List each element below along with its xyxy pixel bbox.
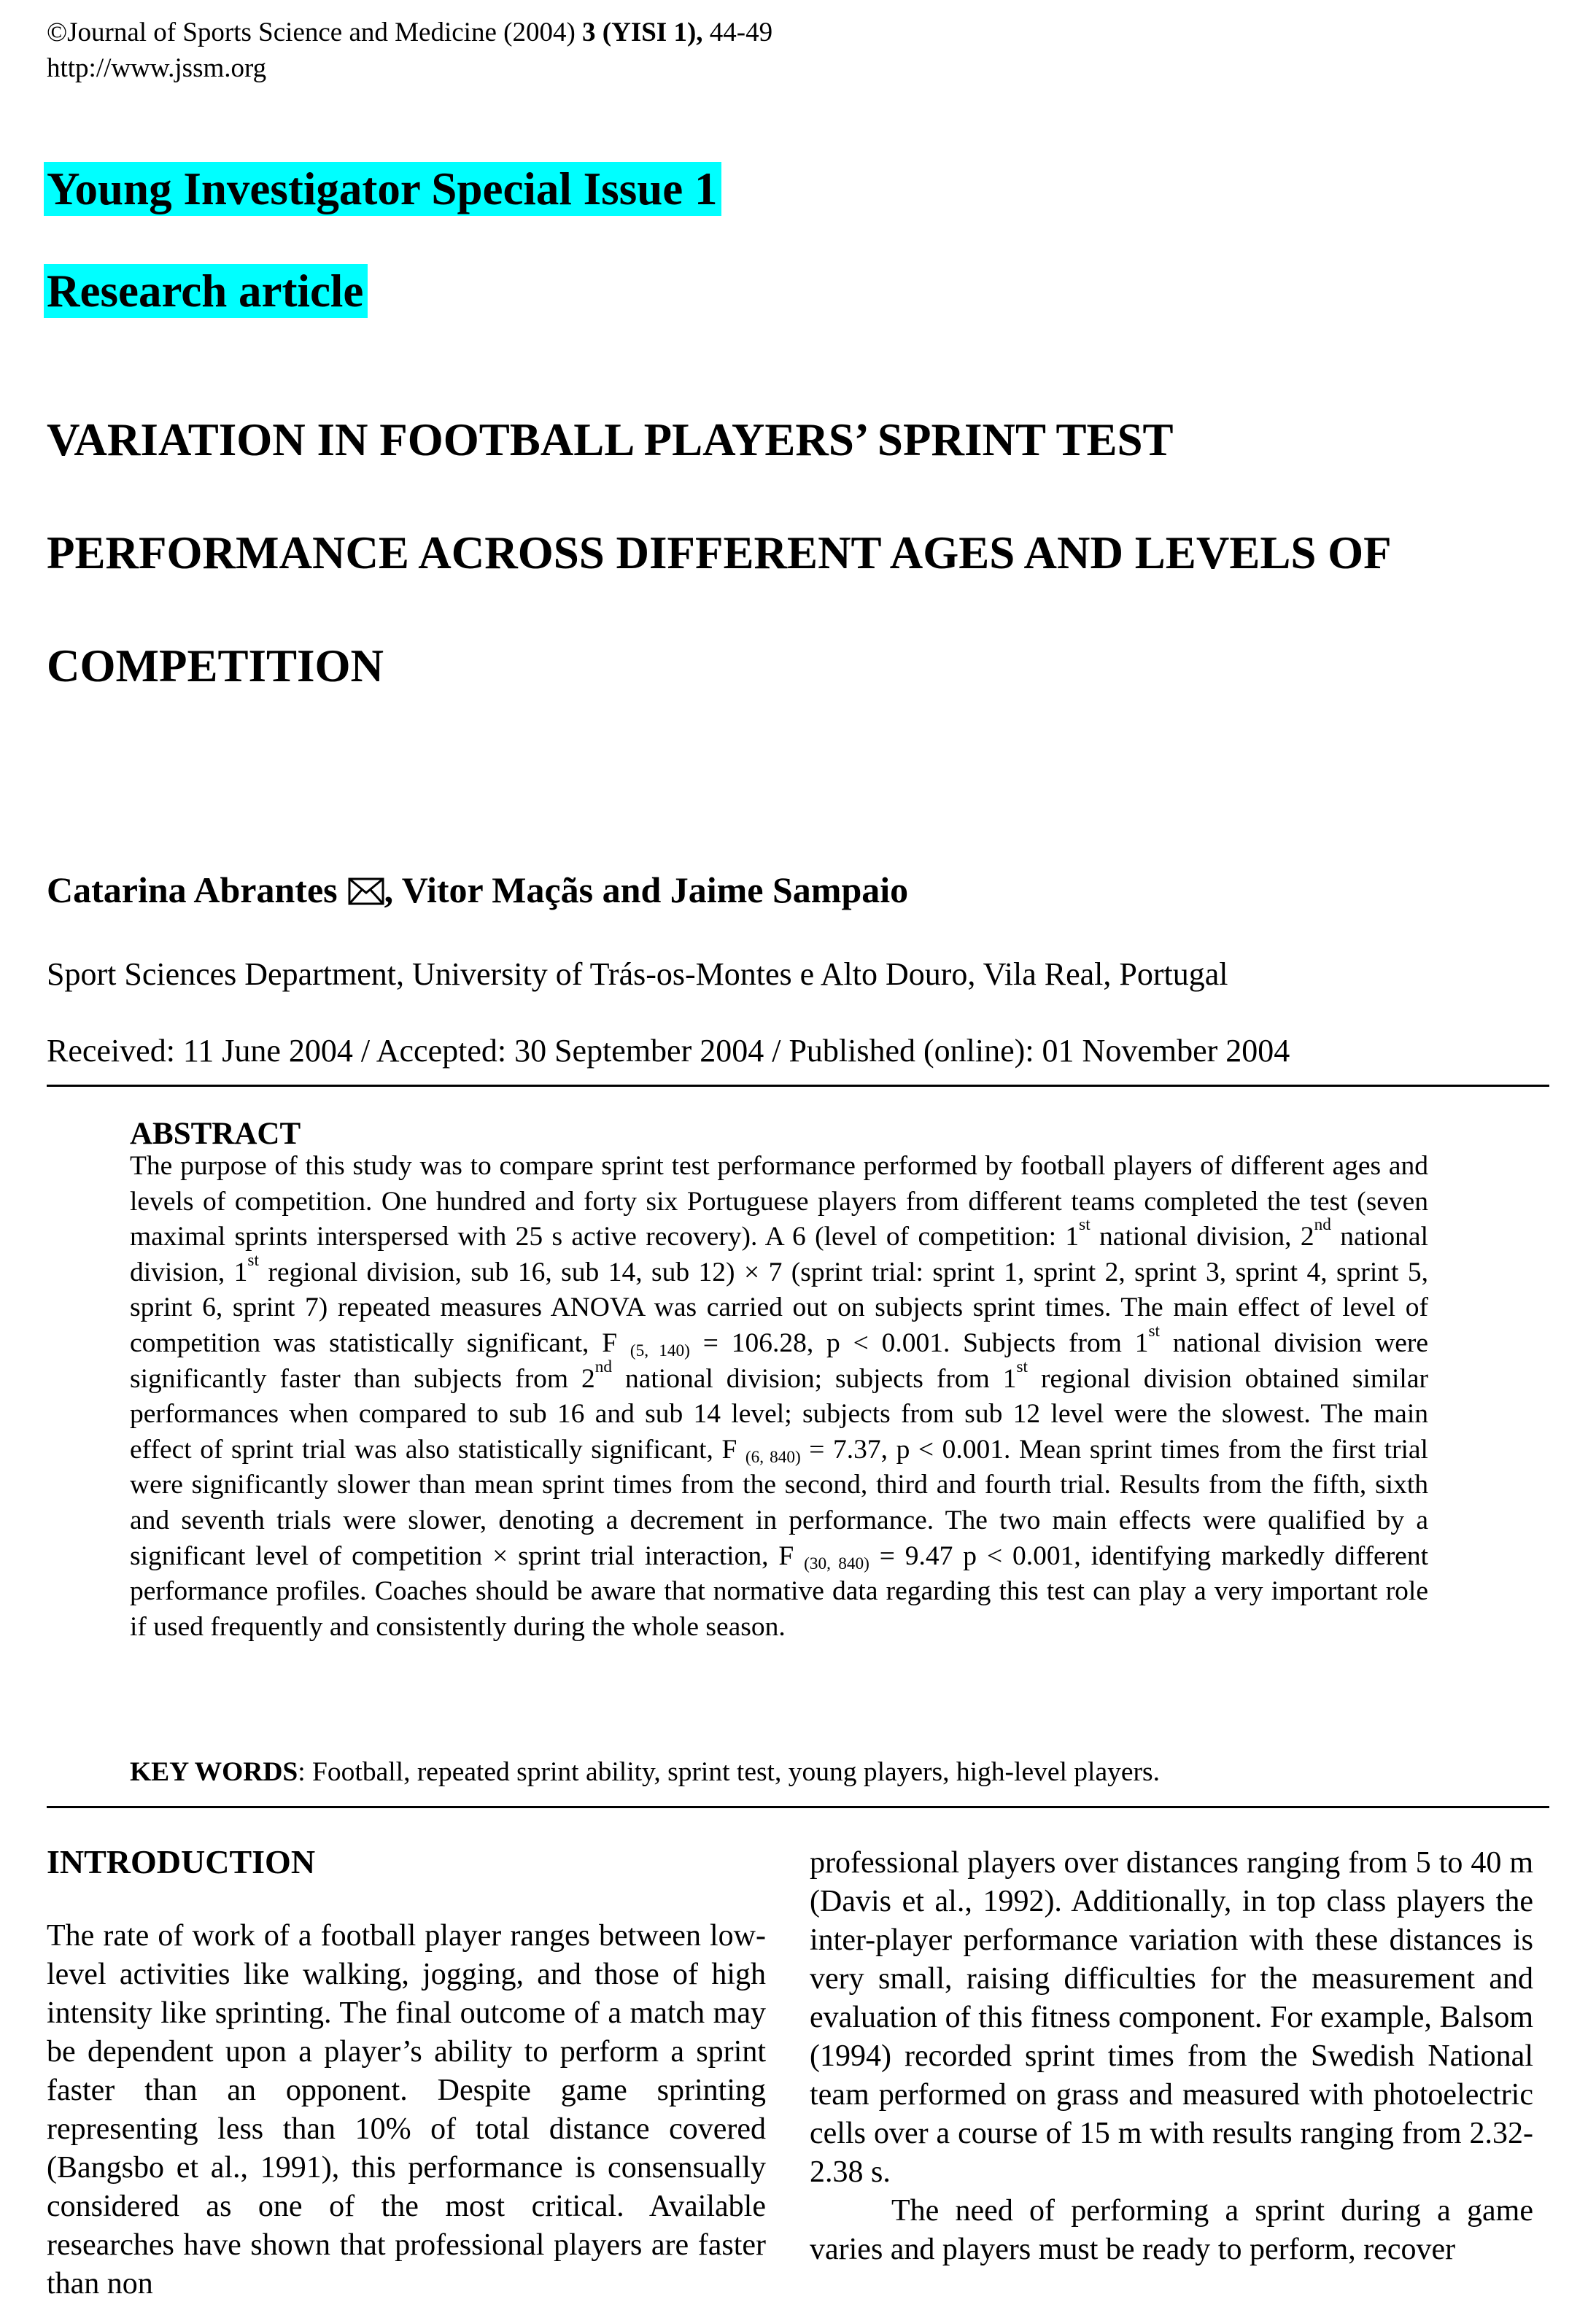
intro-right-column <box>810 1844 1533 2269</box>
article-type-badge: Research article <box>44 264 368 318</box>
journal-citation <box>47 15 772 86</box>
journal-pages: 44-49 <box>702 18 773 47</box>
other-authors: , Vitor Maçãs and Jaime Sampaio <box>384 869 909 910</box>
journal-volume: 3 (YISI 1), <box>582 18 703 47</box>
intro-right-paragraph-1: professional players over distances ranging from 5 to 40 m (Davis et al., 1992). Additionally, in top class players the inter-player performance variation with these distances is very small, raising difficulties for the measurement and evaluation of this fitness component. For example, Balsom (1994) recorded sprint times from the Swedish National team performed on grass and measured with photoelectric cells over a course of 15 m with results ranging from 2.32-2.38 s. <box>810 1846 1533 2189</box>
intro-left-column: The rate of work of a football player ranges between low-level activities like walking, jogging, and those of high intensity like sprinting. The final outcome of a match may be dependent upon a player’s ability to perform a sprint faster than an opponent. Despite game sprinting representing less than 10% of total distance covered (Bangsbo et al., 1991), this performance is consensually considered as one of the most critical. Available researches have shown that professional players are faster than non <box>47 1919 766 2301</box>
envelope-icon[interactable] <box>348 871 384 915</box>
title-line-1: VARIATION IN FOOTBALL PLAYERS’ SPRINT TEST <box>47 414 1174 465</box>
intro-right-paragraph-2: The need of performing a sprint during a game varies and players must be ready to perform, recover <box>810 2194 1533 2266</box>
keywords <box>130 1754 1160 1791</box>
title-line-3: COMPETITION <box>47 640 384 691</box>
title-line-2: PERFORMANCE ACROSS DIFFERENT AGES AND LEVELS OF <box>47 527 1392 578</box>
abstract-heading: ABSTRACT <box>130 1117 301 1151</box>
affiliation: Sport Sciences Department, University of Trás-os-Montes e Alto Douro, Vila Real, Portugal <box>47 956 1228 992</box>
top-divider <box>47 1085 1549 1087</box>
keywords-label: KEY WORDS <box>130 1757 298 1787</box>
introduction-heading: INTRODUCTION <box>47 1843 316 1880</box>
journal-url[interactable]: http://www.jssm.org <box>47 53 267 83</box>
keywords-text: : Football, repeated sprint ability, sprint test, young players, high-level players. <box>298 1757 1160 1787</box>
first-author: Catarina Abrantes <box>47 869 338 910</box>
authors <box>47 868 908 915</box>
journal-prefix: ©Journal of Sports Science and Medicine (2004) <box>47 18 583 47</box>
dates-line: Received: 11 June 2004 / Accepted: 30 September 2004 / Published (online): 01 November 2004 <box>47 1033 1290 1069</box>
abstract-body: The purpose of this study was to compare sprint test performance performed by football players of different ages and levels of competition. One hundred and forty six Portuguese players from different teams completed the test (seven maximal sprints interspersed with 25 s active recovery). A 6 (level of competition: 1st national division, 2nd national division, 1st regional division, sub 16, sub 14, sub 12) × 7 (sprint trial: sprint 1, sprint 2, sprint 3, sprint 4, sprint 5, sprint 6, sprint 7) repeated measures ANOVA was carried out on subjects sprint times. The main effect of level of competition was statistically significant, F $_{(5, 140)}$ = 106.28, p < 0.001. Subjects from 1st national division were significantly faster than subjects from 2nd national division; subjects from 1st regional division obtained similar performances when compared to sub 16 and sub 14 level; subjects from sub 12 level were the slowest. The main effect of sprint trial was also statistically significant, F $_{(6, 840)}$ = 7.37, p < 0.001. Mean sprint times from the first trial were significantly slower than mean sprint times from the second, third and fourth trial. Results from the fifth, sixth and seventh trials were slower, denoting a decrement in performance. The two main effects were qualified by a significant level of competition × sprint trial interaction, F $_{(30, 840)}$ = 9.47 p < 0.001, identifying markedly different performance profiles. Coaches should be aware that normative data regarding this test can play a very important role if used frequently and consistently during the whole season. <box>130 1151 1428 1642</box>
issue-badge: Young Investigator Special Issue 1 <box>44 162 721 216</box>
bottom-divider <box>47 1806 1549 1808</box>
